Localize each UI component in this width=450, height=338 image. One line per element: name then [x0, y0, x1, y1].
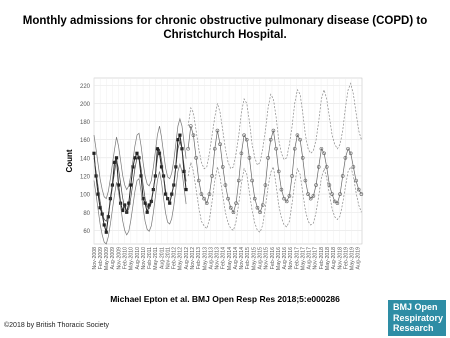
data-point — [156, 147, 159, 150]
data-point — [103, 223, 106, 226]
x-tick-label: Nov-2012 — [189, 247, 196, 270]
x-tick-label: Feb-2014 — [220, 247, 227, 270]
x-tick-label: May-2019 — [349, 247, 356, 271]
x-tick-label: Aug-2013 — [208, 247, 215, 270]
plot-area — [65, 78, 363, 270]
x-tick-label: May-2017 — [300, 247, 307, 271]
x-tick-label: May-2014 — [226, 247, 233, 271]
data-point — [94, 174, 97, 177]
y-tick-label: 220 — [79, 83, 90, 90]
x-tick-label: Feb-2009 — [97, 247, 104, 270]
x-tick-label: Nov-2015 — [263, 247, 270, 270]
copyright: ©2018 by British Thoracic Society — [4, 322, 110, 329]
y-tick-label: 160 — [79, 138, 90, 145]
x-tick-label: Feb-2016 — [269, 247, 276, 270]
x-tick-label: Nov-2009 — [116, 247, 123, 270]
x-tick-label: Nov-2008 — [91, 247, 98, 270]
x-tick-label: Nov-2014 — [239, 247, 246, 270]
x-tick-label: Nov-2011 — [165, 247, 172, 270]
x-tick-label: May-2009 — [104, 247, 111, 271]
x-tick-label: Aug-2014 — [232, 247, 239, 270]
x-tick-label: Aug-2011 — [159, 247, 166, 270]
data-point — [146, 211, 149, 214]
x-tick-label: Feb-2017 — [294, 247, 301, 270]
x-tick-label: Aug-2012 — [183, 247, 190, 270]
x-tick-label: Aug-2016 — [282, 247, 289, 270]
y-tick-label: 200 — [79, 101, 90, 108]
data-point — [184, 188, 187, 191]
x-tick-label: Nov-2010 — [140, 247, 147, 270]
x-tick-label: May-2010 — [128, 247, 135, 271]
x-tick-label: Feb-2015 — [245, 247, 252, 270]
data-point — [92, 152, 95, 155]
x-tick-label: May-2011 — [153, 247, 160, 270]
bmj-logo — [388, 300, 446, 336]
y-tick-label: 80 — [83, 210, 90, 217]
x-tick-label: May-2018 — [325, 247, 332, 271]
y-axis-label: Count — [65, 149, 74, 173]
x-tick-label: Nov-2013 — [214, 247, 221, 270]
x-tick-label: May-2015 — [251, 247, 258, 271]
y-tick-label: 60 — [83, 228, 90, 235]
x-tick-label: Nov-2016 — [288, 247, 295, 270]
x-tick-label: Feb-2018 — [318, 247, 325, 270]
x-tick-label: Aug-2010 — [134, 247, 141, 270]
y-tick-label: 120 — [79, 174, 90, 181]
x-tick-label: Feb-2010 — [122, 247, 129, 270]
chart — [60, 72, 370, 282]
x-tick-label: Aug-2018 — [331, 247, 338, 270]
citation: Michael Epton et al. BMJ Open Resp Res 2018;5:e000286 — [110, 294, 340, 304]
x-tick-label: Feb-2011 — [147, 247, 154, 269]
y-tick-label: 100 — [79, 192, 90, 199]
chart-title: Monthly admissions for chronic obstructive pulmonary disease (COPD) to Christchurch Hospital. — [22, 15, 428, 41]
data-point — [115, 156, 118, 159]
data-point — [135, 152, 138, 155]
x-tick-label: Aug-2015 — [257, 247, 264, 270]
data-point — [129, 183, 132, 186]
x-tick-label: Feb-2013 — [196, 247, 203, 270]
logo-line-2: Respiratory — [393, 312, 444, 323]
x-tick-label: May-2016 — [275, 247, 282, 271]
data-point — [133, 156, 136, 159]
x-tick-label: Aug-2009 — [110, 247, 117, 270]
logo-line-3: Research — [393, 323, 434, 333]
x-tick-label: Nov-2017 — [312, 247, 319, 270]
data-point — [168, 202, 171, 205]
x-tick-label: Feb-2012 — [171, 247, 178, 270]
data-point — [178, 134, 181, 137]
x-tick-label: May-2012 — [177, 247, 184, 271]
x-tick-label: Aug-2019 — [355, 247, 362, 270]
x-tick-label: Nov-2018 — [337, 247, 344, 270]
x-tick-label: Feb-2019 — [343, 247, 350, 270]
data-point — [105, 231, 108, 234]
x-tick-label: May-2013 — [202, 247, 209, 271]
logo-line-1: BMJ Open — [393, 302, 438, 312]
x-tick-label: Aug-2017 — [306, 247, 313, 270]
y-tick-label: 140 — [79, 156, 90, 163]
y-tick-label: 180 — [79, 120, 90, 127]
